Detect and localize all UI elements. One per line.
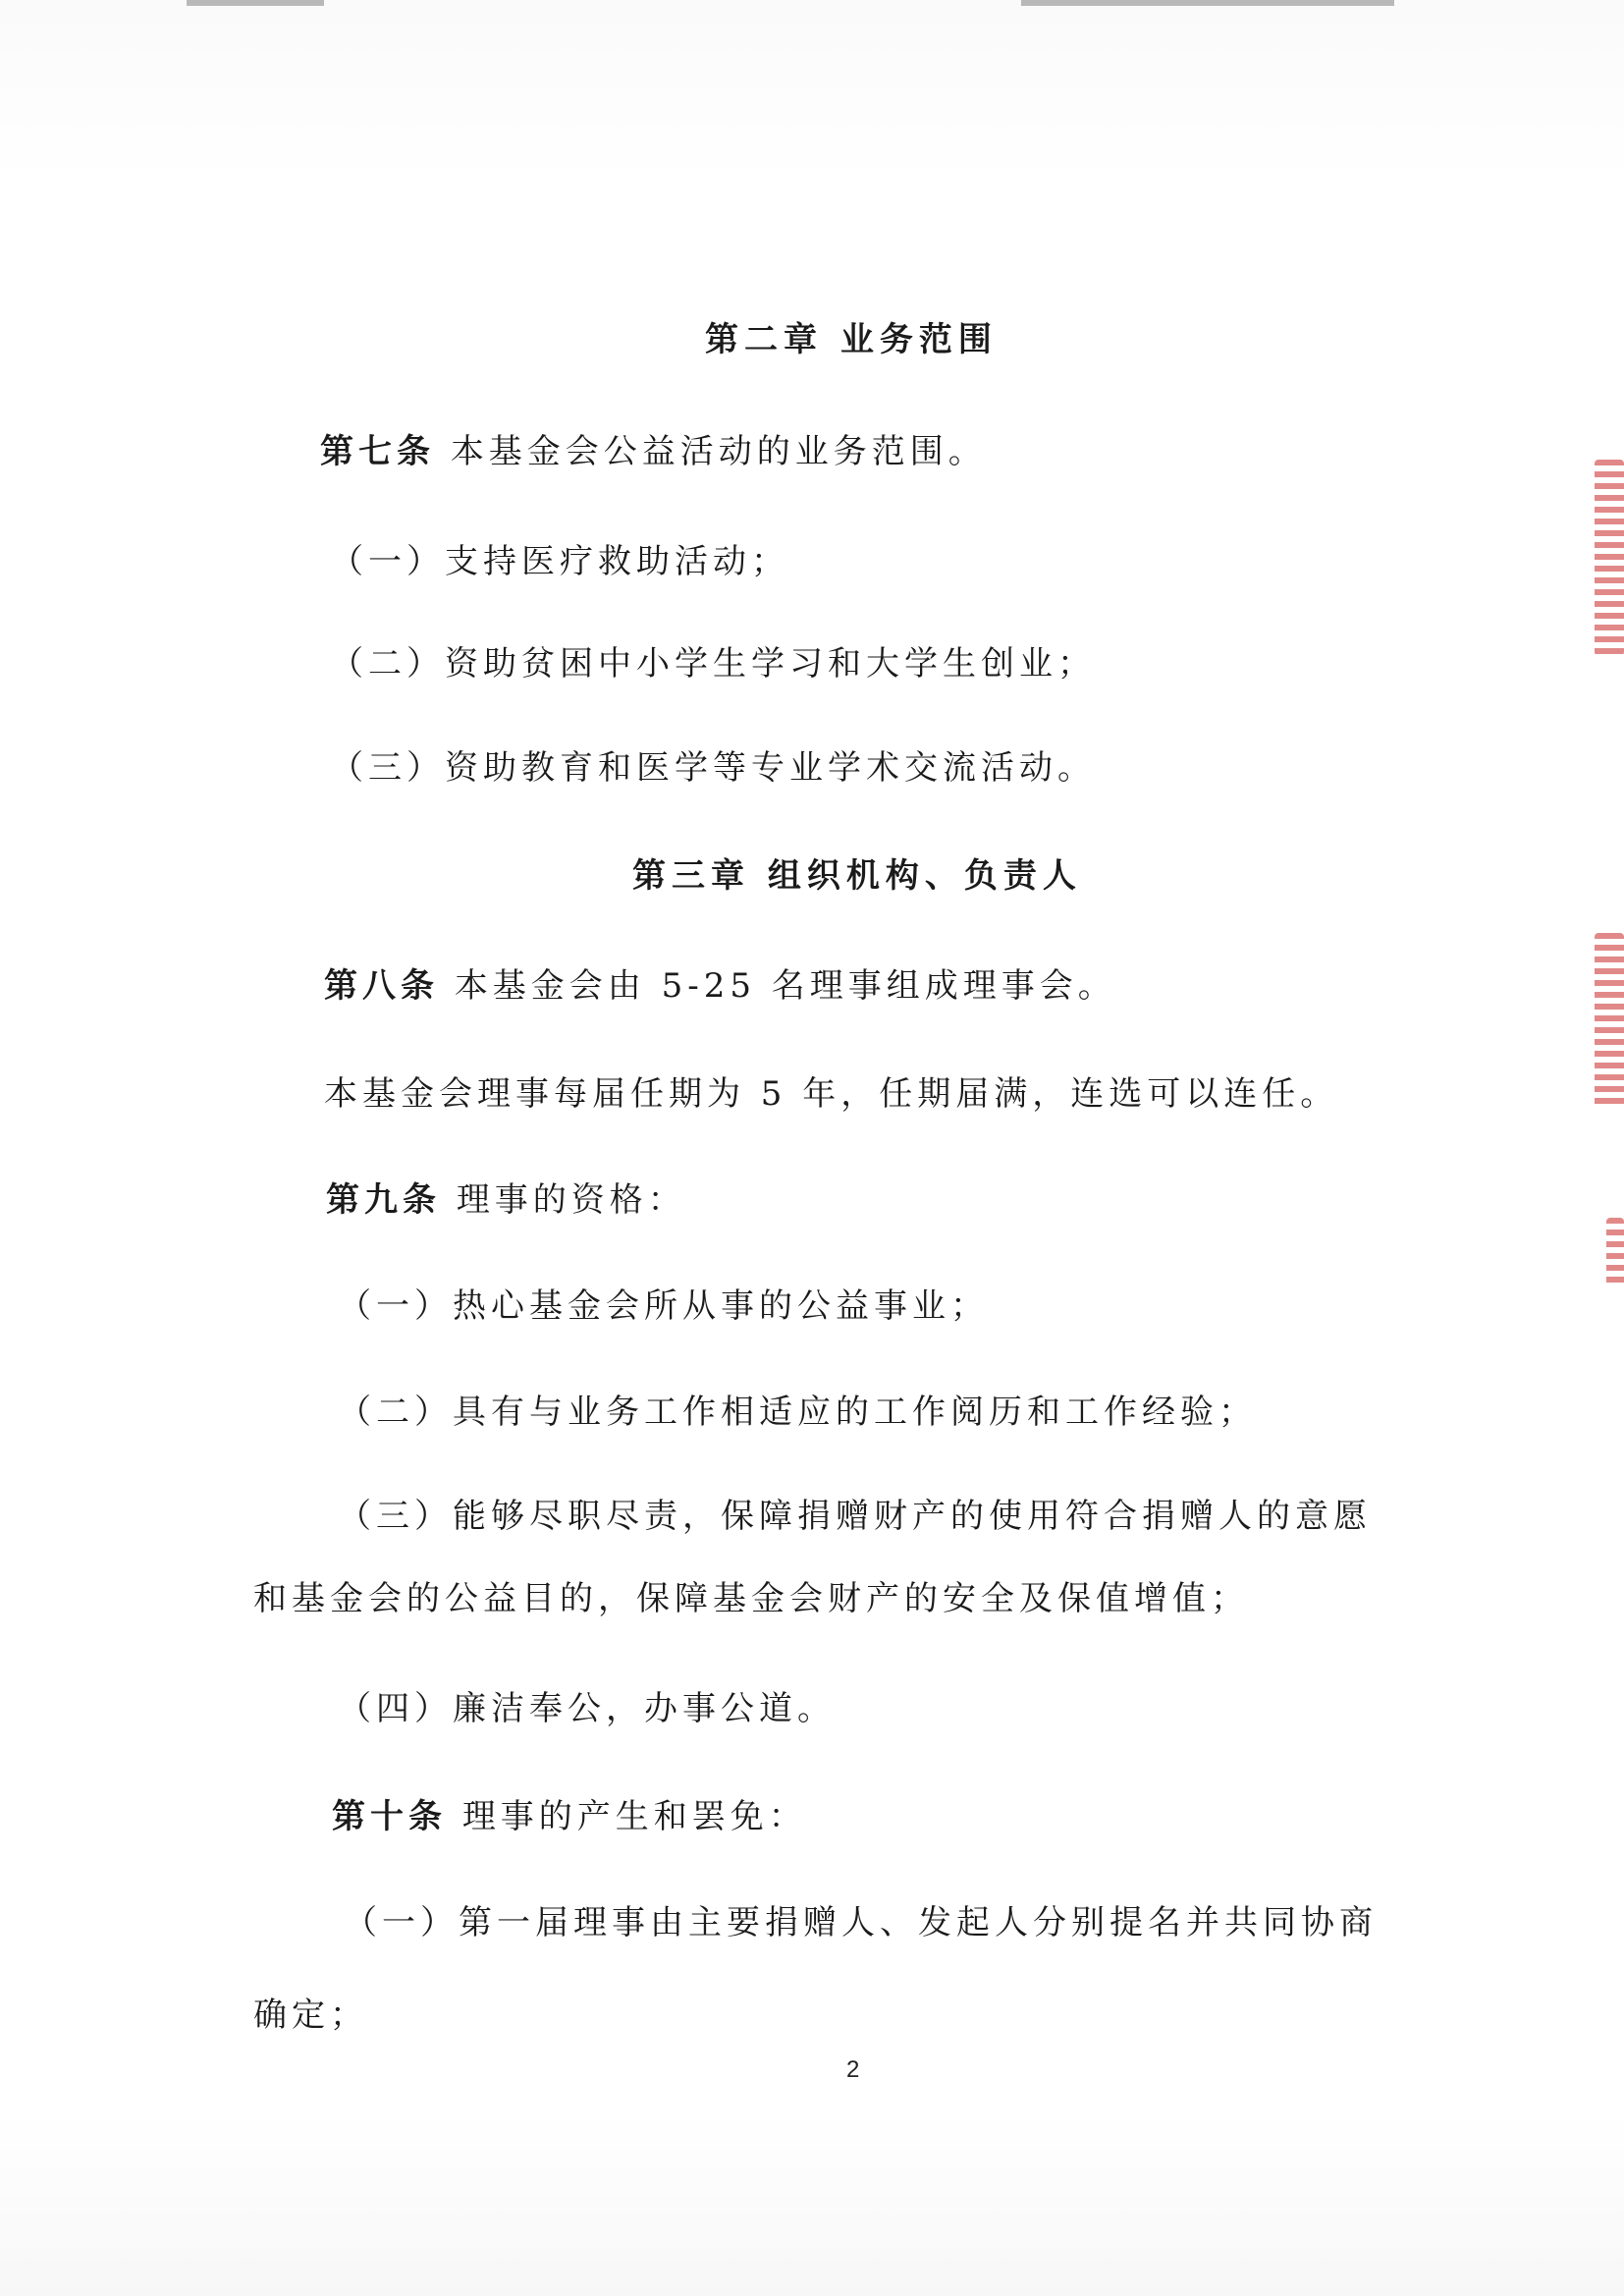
article-7-item-1: （一）支持医疗救助活动； [330,542,789,581]
chapter-3-title: 第三章 组织机构、负责人 [632,856,1082,896]
article-7 [320,432,987,471]
article-8-text: 本基金会由 5-25 名理事组成理事会。 [454,966,1116,1006]
article-10 [332,1797,807,1836]
article-9-item-3-continued: 和基金会的公益目的，保障基金会财产的安全及保值增值； [253,1579,1249,1618]
article-10-text: 理事的产生和罢免： [461,1797,807,1836]
article-9-item-4: （四）廉洁奉公，办事公道。 [338,1689,836,1728]
scan-mark [1021,0,1394,6]
article-9-item-3: （三）能够尽职尽责，保障捐赠财产的使用符合捐赠人的意愿 [338,1497,1372,1536]
article-8-paragraph: 本基金会理事每届任期为 5 年，任期届满，连选可以连任。 [324,1074,1339,1114]
article-8 [324,966,1116,1006]
article-9-item-1: （一）热心基金会所从事的公益事业； [338,1286,989,1326]
article-10-item-1-continued: 确定； [253,1995,368,2035]
article-7-item-3: （三）资助教育和医学等专业学术交流活动。 [330,748,1096,788]
article-9-item-2: （二）具有与业务工作相适应的工作阅历和工作经验； [338,1393,1257,1432]
chapter-2-title: 第二章 业务范围 [705,320,998,359]
article-7-text: 本基金会公益活动的业务范围。 [450,432,987,471]
scan-mark [187,0,324,6]
page-number: 2 [846,2056,860,2083]
article-8-label: 第八条 [324,966,439,1006]
article-10-label: 第十条 [332,1797,447,1836]
article-9 [326,1180,686,1220]
red-seal-edge [1595,933,1624,1110]
article-9-label: 第九条 [326,1180,441,1220]
red-seal-edge [1595,460,1624,656]
article-7-label: 第七条 [320,432,435,471]
article-9-text: 理事的资格： [456,1180,686,1220]
article-7-item-2: （二）资助贫困中小学生学习和大学生创业； [330,644,1096,683]
red-seal-edge [1606,1218,1624,1286]
article-10-item-1: （一）第一届理事由主要捐赠人、发起人分别提名并共同协商 [344,1903,1378,1942]
